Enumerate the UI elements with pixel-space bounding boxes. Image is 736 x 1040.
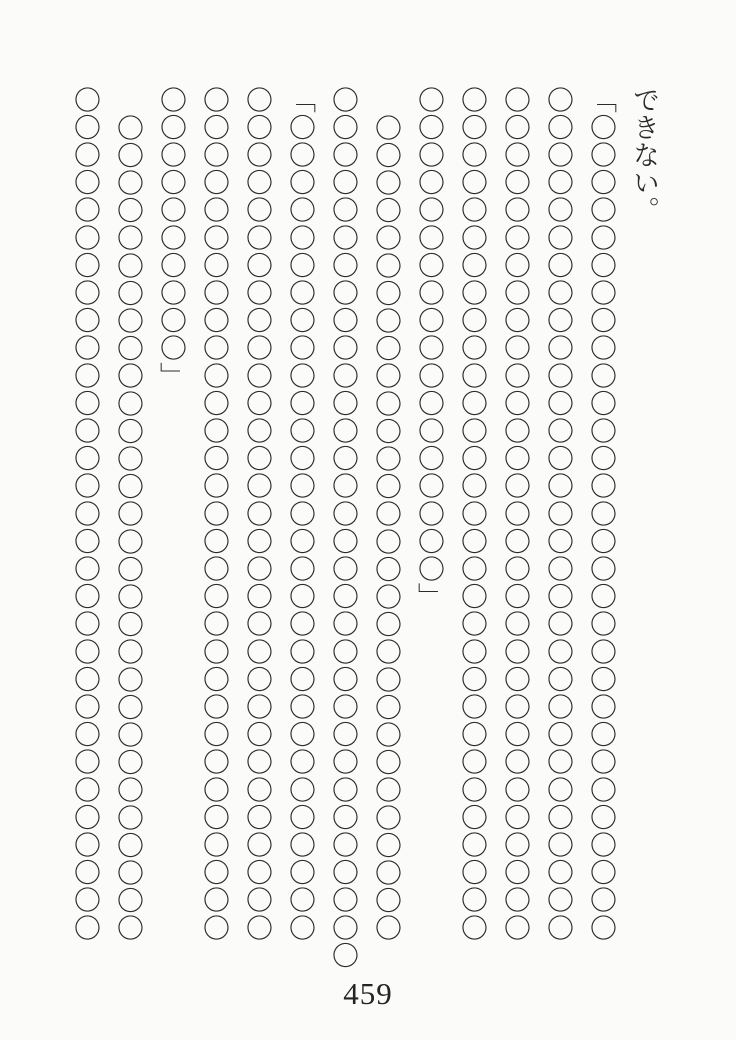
text-column: 〇〇〇〇〇〇〇〇〇〇〇〇〇〇〇〇〇〇〇〇〇〇〇〇〇〇〇〇〇〇〇 [543,86,573,942]
text-column: 〇〇〇〇〇〇〇〇〇〇〇〇〇〇〇〇〇〇〇〇〇〇〇〇〇〇〇〇〇〇〇 [500,86,530,942]
text-column: 〇〇〇〇〇〇〇〇〇〇」 [156,86,186,390]
page-number: 459 [343,976,393,1011]
vertical-text-block [63,86,665,986]
text-column: 〇〇〇〇〇〇〇〇〇〇〇〇〇〇〇〇〇〇〇〇〇〇〇〇〇〇〇〇〇〇〇 [199,86,229,942]
text-column: 〇〇〇〇〇〇〇〇〇〇〇〇〇〇〇〇〇〇〇〇〇〇〇〇〇〇〇〇〇〇〇 [70,86,100,942]
text-column: 〇〇〇〇〇〇〇〇〇〇〇〇〇〇〇〇〇〇〇〇〇〇〇〇〇〇〇〇〇〇〇 [457,86,487,942]
text-column: 〇〇〇〇〇〇〇〇〇〇〇〇〇〇〇〇〇〇〇〇〇〇〇〇〇〇〇〇〇〇〇〇 [328,86,358,970]
text-column: 〇〇〇〇〇〇〇〇〇〇〇〇〇〇〇〇〇〇〇〇〇〇〇〇〇〇〇〇〇〇 [371,114,401,942]
text-column: 「〇〇〇〇〇〇〇〇〇〇〇〇〇〇〇〇〇〇〇〇〇〇〇〇〇〇〇〇〇〇 [285,86,315,942]
text-column: 〇〇〇〇〇〇〇〇〇〇〇〇〇〇〇〇〇〇」 [414,86,444,611]
text-column: 〇〇〇〇〇〇〇〇〇〇〇〇〇〇〇〇〇〇〇〇〇〇〇〇〇〇〇〇〇〇 [113,114,143,942]
text-column: 「〇〇〇〇〇〇〇〇〇〇〇〇〇〇〇〇〇〇〇〇〇〇〇〇〇〇〇〇〇〇 [586,86,616,942]
text-column: できない。 [629,86,659,224]
text-column: 〇〇〇〇〇〇〇〇〇〇〇〇〇〇〇〇〇〇〇〇〇〇〇〇〇〇〇〇〇〇〇 [242,86,272,942]
